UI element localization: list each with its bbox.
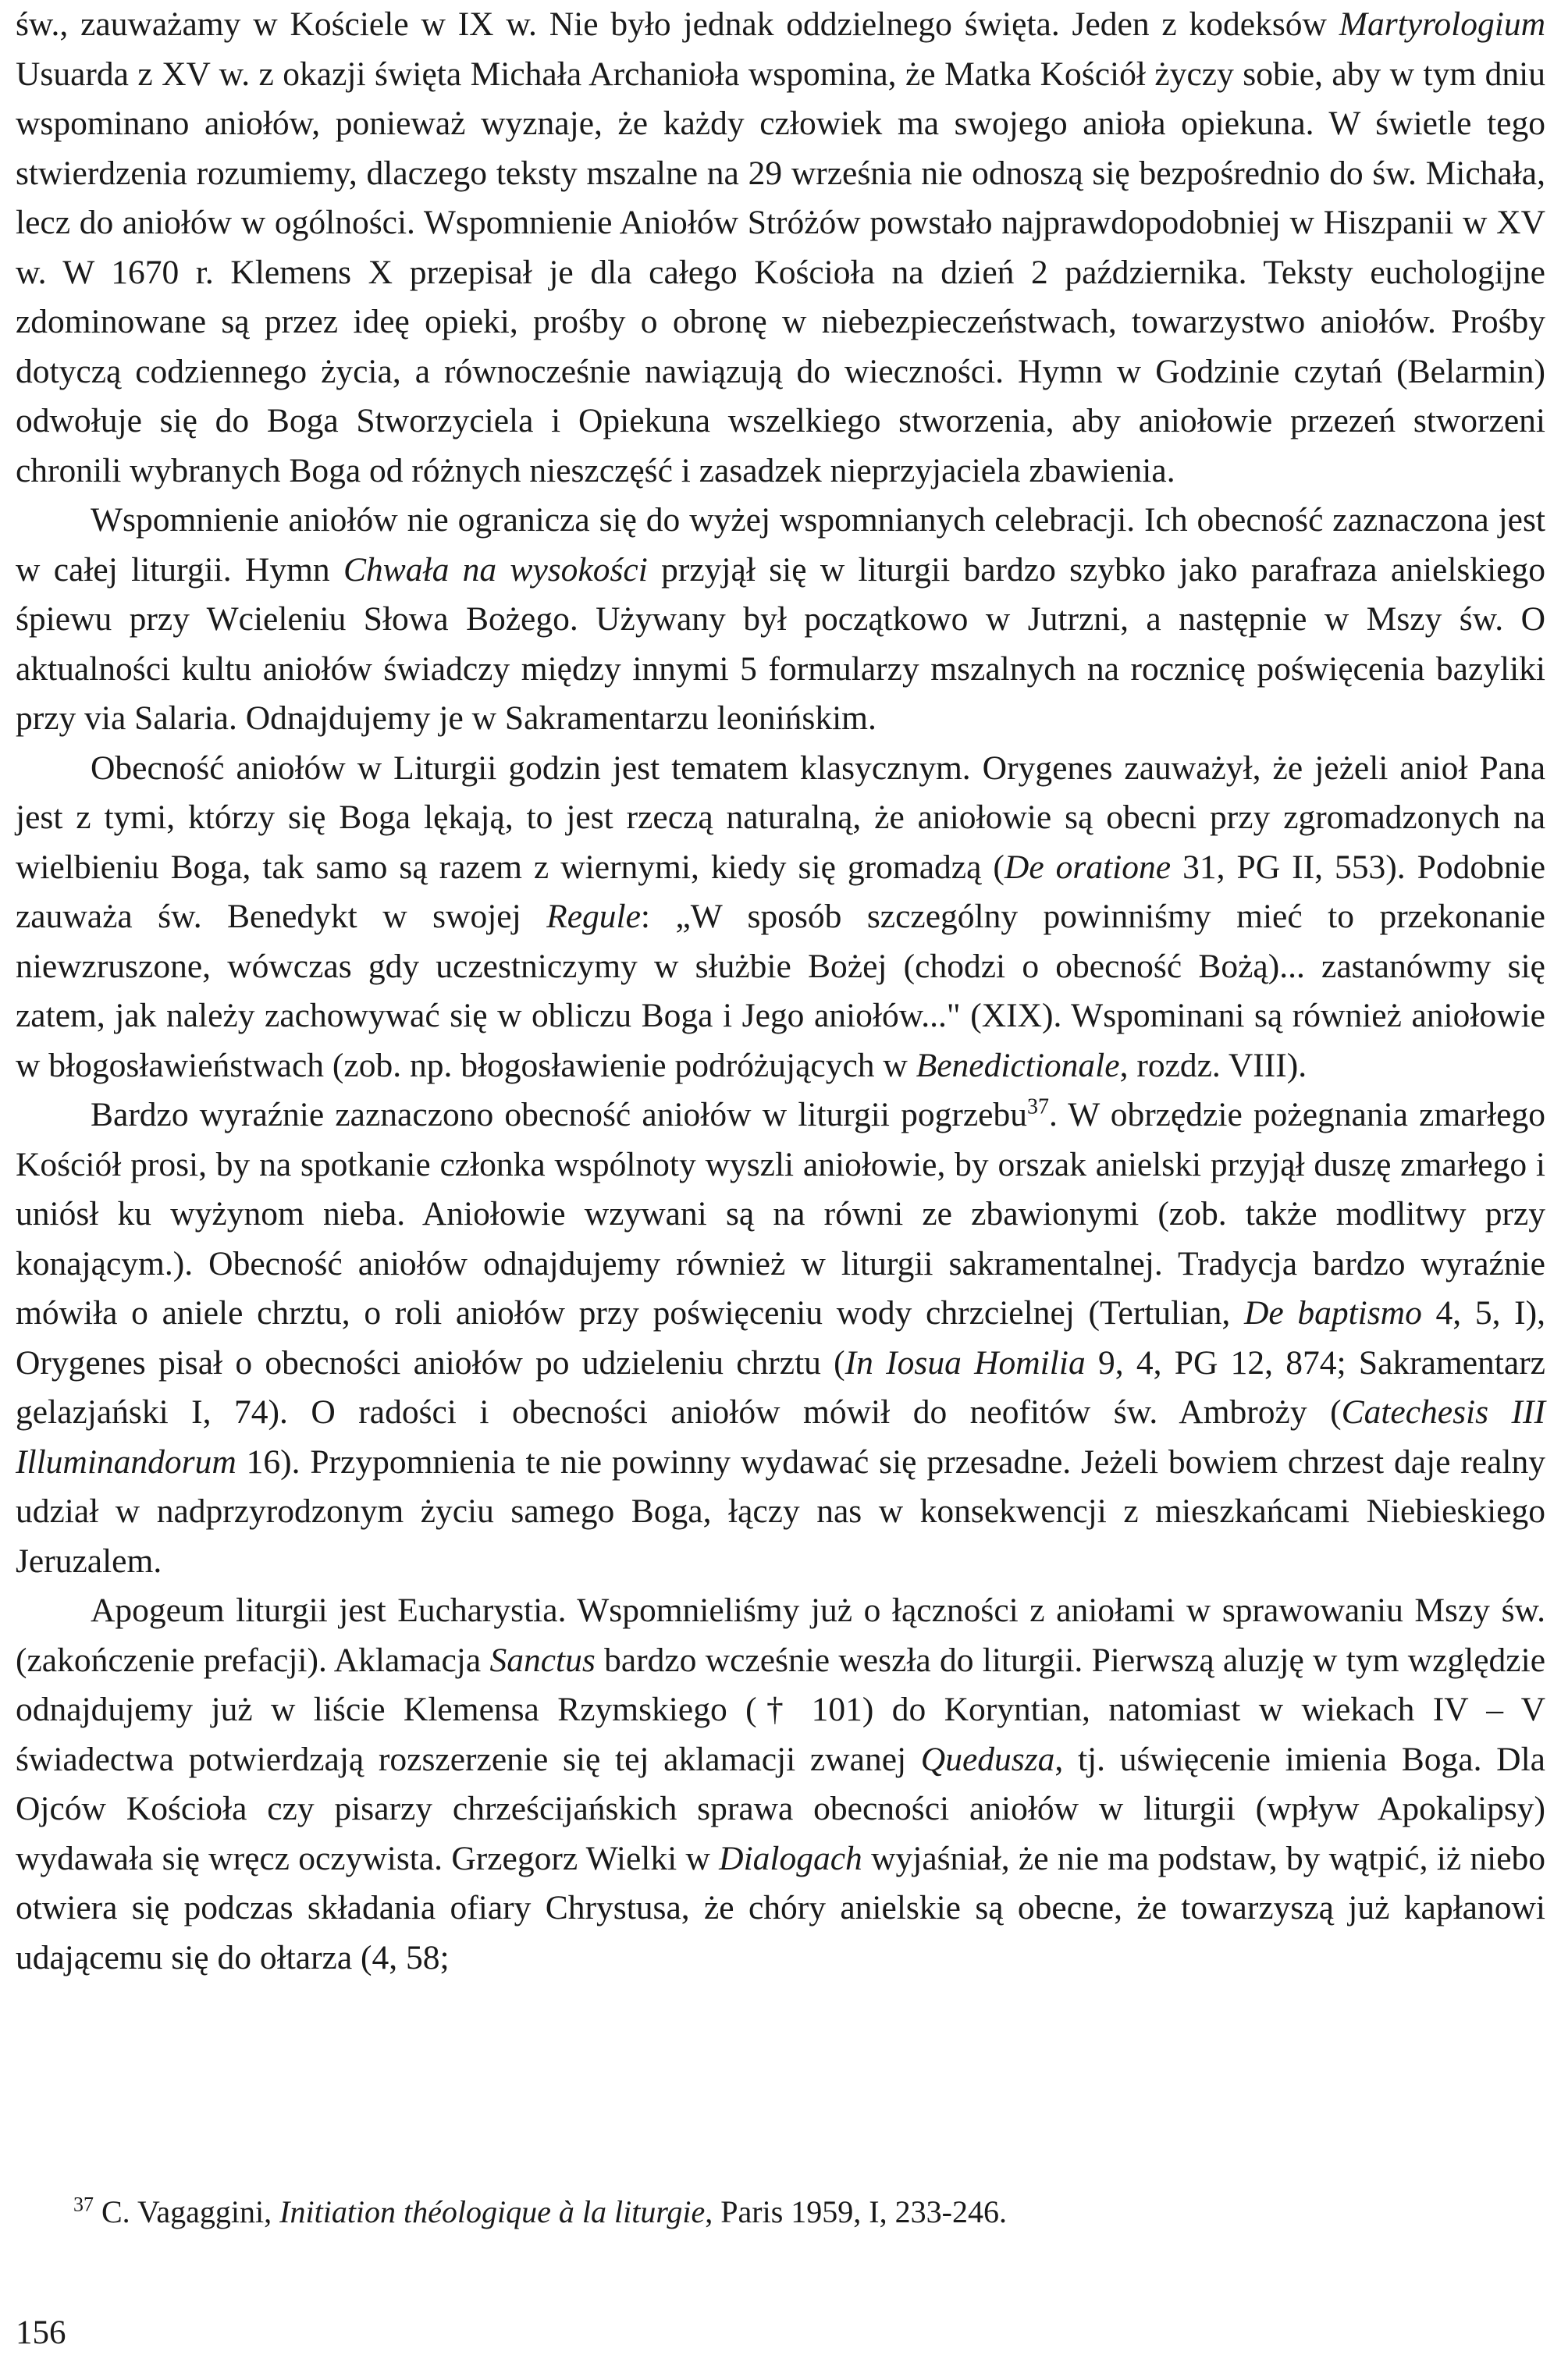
text-run: bardzo wcześnie weszła do liturgii. Pierwszą aluzję w tym względzie odnajdujemy już w liście Klemensa Rzymskiego († 101) do Koryntian, natomiast w wiekach IV – V świadectwa potwierdzają rozszerzenie się tej aklamacji zwanej [16,1641,1546,1778]
text-run: . W obrzędzie pożegnania zmarłego Kościół prosi, by na spotkanie członka wspólnoty wyszli aniołowie, by orszak anielski przyjął duszę zmarłego i uniósł ku wyżynom nieba. Aniołowie wzywani są na równi ze zbawionymi (zob. także modlitwy przy konającym.). Obecność aniołów odnajdujemy również w liturgii sakramentalnej. Tradycja bardzo wyraźnie mówiła o aniele chrztu, o roli aniołów przy poświęceniu wody chrzcielnej (Tertulian, [16,1096,1545,1332]
text-run: Wspomnienie aniołów nie ogranicza się do wyżej wspomnianych celebracji. Ich obecność zaznaczona jest w całej liturgii. Hymn [16,501,1545,589]
text-run: Apogeum liturgii jest Eucharystia. Wspomnieliśmy już o łączności z aniołami w sprawowaniu Mszy św. (zakończenie prefacji). Aklamacja [16,1592,1545,1679]
footnote-reference: 37 [1026,1094,1049,1119]
text-run: C. Vagaggini, [101,2194,280,2229]
paragraph [16,744,1545,1091]
text-run: Bardzo wyraźnie zaznaczono obecność aniołów w liturgii pogrzebu [91,1096,1027,1133]
italic-title: Sanctus [489,1641,596,1679]
italic-title: De baptismo [1243,1294,1422,1332]
italic-title: Quedusza [920,1740,1055,1778]
text-run: Obecność aniołów w Liturgii godzin jest tematem klasycznym. Orygenes zauważył, że jeżeli anioł Pana jest z tymi, którzy się Boga lękają, to jest rzeczą naturalną, że aniołowie są obecni przy zgromadzonych na wielbieniu Boga, tak samo są razem z wiernymi, kiedy się gromadzą ( [16,749,1545,886]
text-run: 9, 4, PG 12, 874; Sakramentarz gelazjański I, 74). O radości i obecności aniołów mówił do neofitów św. Ambroży ( [16,1343,1545,1431]
text-run: wyjaśniał, że nie ma podstaw, by wątpić, iż niebo otwiera się podczas składania ofiary Chrystusa, że chóry anielskie są obecne, że towarzyszą już kapłanowi udającemu się do ołtarza (4, 58; [16,1839,1546,1976]
paragraph [16,496,1545,744]
text-run: Usuarda z XV w. z okazji święta Michała Archanioła wspomina, że Matka Kościół życzy sobie, aby w tym dniu wspominano aniołów, ponieważ wyznaje, że każdy człowiek ma swojego anioła opiekuna. W świetle tego stwierdzenia rozumiemy, dlaczego teksty mszalne na 29 września nie odnoszą się bezpośrednio do św. Michała, lecz do aniołów w ogólności. Wspomnienie Aniołów Stróżów powstało najprawdopodobniej w Hiszpanii w XV w. W 1670 r. Klemens X przepisał je dla całego Kościoła na dzień 2 października. Teksty euchologijne zdominowane są przez ideę opieki, prośby o obronę w niebezpieczeństwach, towarzystwo aniołów. Prośby dotyczą codziennego życia, a równocześnie nawiązują do wieczności. Hymn w Godzinie czytań (Belarmin) odwołuje się do Boga Stworzyciela i Opiekuna wszelkiego stworzenia, aby aniołowie przezeń stworzeni chronili wybranych Boga od różnych nieszczęść i zasadzek nieprzyjaciela zbawienia. [16,55,1545,489]
paragraph [16,0,1545,496]
text-run: : „W sposób szczególny powinniśmy mieć to przekonanie niewzruszone, wówczas gdy uczestniczymy w służbie Bożej (chodzi o obecność Bożą)... zastanówmy się zatem, jak należy zachowywać się w obliczu Boga i Jego aniołów..." (XIX). Wspominani są również aniołowie w błogosławieństwach (zob. np. błogosławienie podróżujących w [16,898,1545,1084]
italic-title: Chwała na wysokości [343,550,648,589]
paragraph [16,1090,1545,1586]
italic-title: De oratione [1004,848,1172,886]
text-run: 4, 5, I), Orygenes pisał o obecności aniołów po udzieleniu chrztu ( [16,1294,1545,1382]
text-run: , rozdz. VIII). [1119,1046,1307,1084]
italic-title: Regule [546,898,641,935]
text-run: św., zauważamy w Kościele w IX w. Nie było jednak oddzielnego święta. Jeden z kodeksów [16,5,1339,43]
text-run: 31, PG II, 553). Podobnie zauważa św. Benedykt w swojej [16,848,1546,935]
page-number: 156 [16,2314,66,2351]
text-run: przyjął się w liturgii bardzo szybko jako parafraza anielskiego śpiewu przy Wcieleniu Słowa Bożego. Używany był początkowo w Jutrzni, a następnie w Mszy św. O aktualności kultu aniołów świadczy między innymi 5 formularzy mszalnych na rocznicę poświęcenia bazyliki przy via Salaria. Odnajdujemy je w Sakramentarzu leonińskim. [16,550,1546,737]
text-run: 16). Przypomnienia te nie powinny wydawać się przesadne. Jeżeli bowiem chrzest daje realny udział w nadprzyrodzonym życiu samego Boga, łączy nas w konsekwencji z mieszkańcami Niebieskiego Jeruzalem. [16,1443,1545,1580]
text-run: , tj. uświęcenie imienia Boga. Dla Ojców Kościoła czy pisarzy chrześcijańskich sprawa obecności aniołów w liturgii (wpływ Apokalipsy) wydawała się wręcz oczywista. Grzegorz Wielki w [16,1740,1545,1877]
italic-title: Benedictionale [916,1046,1120,1084]
italic-title: Martyrologium [1339,5,1545,43]
italic-title: Catechesis III Illuminandorum [16,1393,1545,1481]
italic-title: In Iosua Homilia [845,1343,1086,1382]
paragraph [16,1586,1545,1983]
footnote [16,2190,1545,2235]
italic-title: Dialogach [719,1839,862,1877]
body-text [16,0,1545,1983]
text-run: , Paris 1959, I, 233-246. [705,2194,1007,2229]
italic-title: Initiation théologique à la liturgie [279,2194,706,2229]
footnote-mark: 37 [73,2193,94,2216]
footnote-text [101,2194,1007,2229]
